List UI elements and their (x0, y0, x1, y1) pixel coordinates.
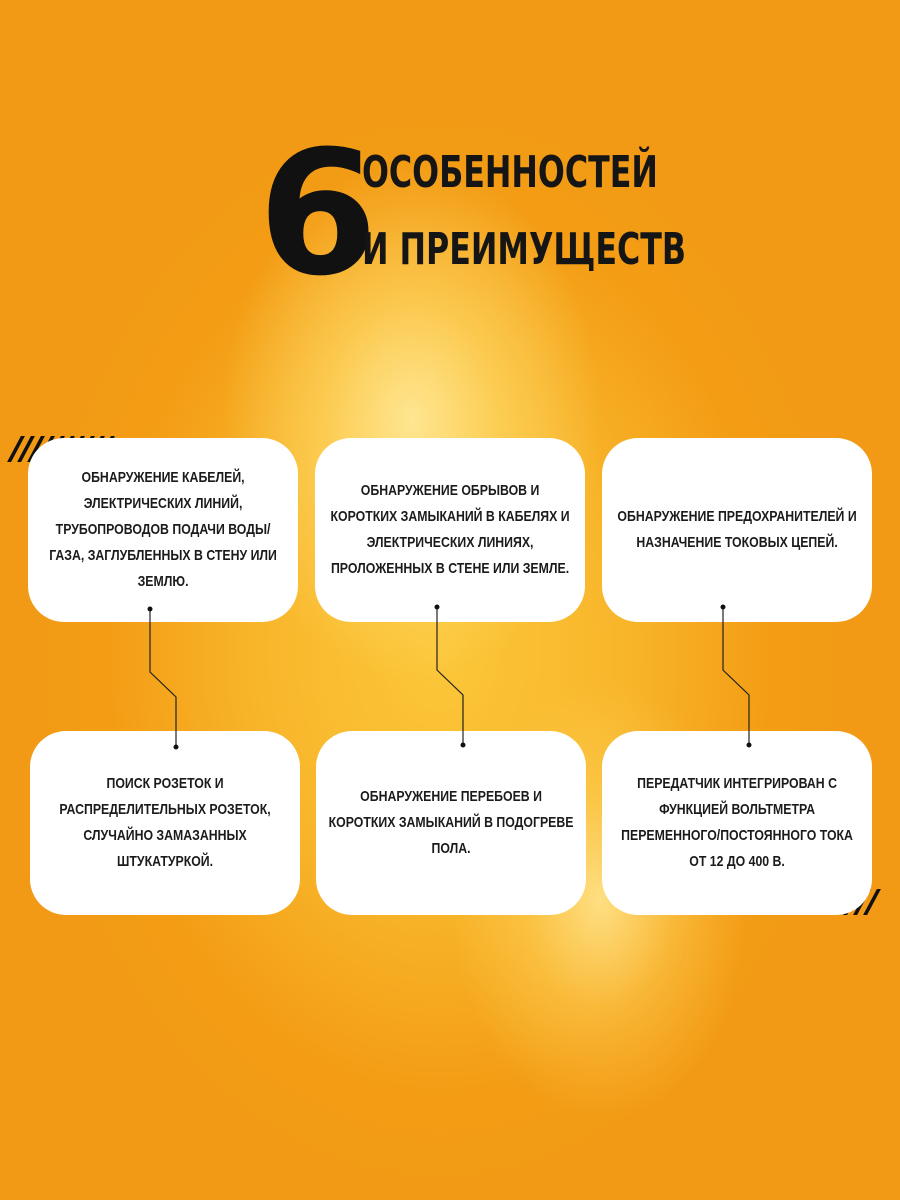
connector-line (437, 607, 463, 745)
connector-dot (747, 743, 752, 748)
feature-text: ОБНАРУЖЕНИЕ ОБРЫВОВ И КОРОТКИХ ЗАМЫКАНИЙ В КАБЕЛЯХ И ЭЛЕКТРИЧЕСКИХ ЛИНИЯХ, ПРОЛОЖЕННЫХ В СТЕНЕ ИЛИ ЗЕМЛЕ. (330, 482, 570, 577)
feature-text: ОБНАРУЖЕНИЕ ПРЕДОХРАНИТЕЛЕЙ И НАЗНАЧЕНИЕ ТОКОВЫХ ЦЕПЕЙ. (617, 508, 857, 551)
connector-line (723, 607, 749, 745)
title-line-1: ОСОБЕННОСТЕЙ (362, 147, 658, 198)
title-number: 6 (258, 113, 374, 314)
connector-dot (148, 607, 153, 612)
connector-dot (174, 745, 179, 750)
feature-text: ПОИСК РОЗЕТОК И РАСПРЕДЕЛИТЕЛЬНЫХ РОЗЕТОК, СЛУЧАЙНО ЗАМАЗАННЫХ ШТУКАТУРКОЙ. (59, 775, 271, 870)
connector-line (150, 609, 176, 747)
title-line-2: И ПРЕИМУЩЕСТВ (362, 224, 687, 275)
feature-text: ОБНАРУЖЕНИЕ ПЕРЕБОЕВ И КОРОТКИХ ЗАМЫКАНИЙ В ПОДОГРЕВЕ ПОЛА. (328, 788, 574, 857)
connector-dot (435, 605, 440, 610)
connector-dot (461, 743, 466, 748)
connector-dot (721, 605, 726, 610)
feature-text: ПЕРЕДАТЧИК ИНТЕГРИРОВАН С ФУНКЦИЕЙ ВОЛЬТМЕТРА ПЕРЕМЕННОГО/ПОСТОЯННОГО ТОКА ОТ 12 ДО 400 В. (621, 775, 853, 870)
feature-text: ОБНАРУЖЕНИЕ КАБЕЛЕЙ, ЭЛЕКТРИЧЕСКИХ ЛИНИЙ, ТРУБОПРОВОДОВ ПОДАЧИ ВОДЫ/ГАЗА, ЗАГЛУБЛЕННЫХ В СТЕНУ ИЛИ ЗЕМЛЮ. (49, 469, 277, 590)
